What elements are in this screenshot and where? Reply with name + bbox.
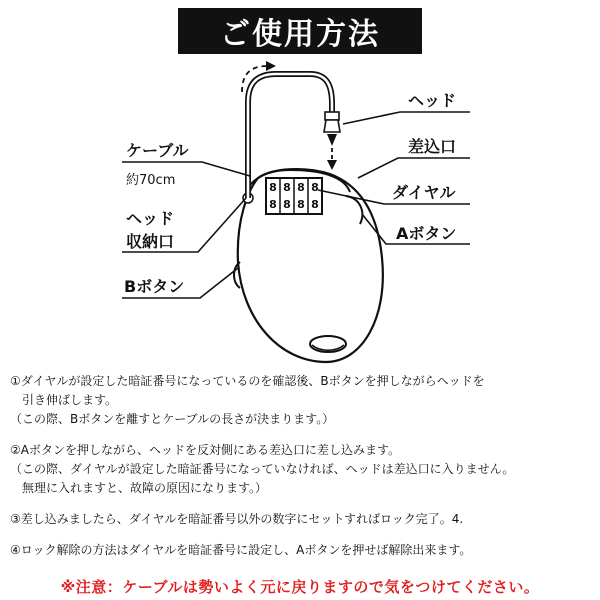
step-text: ④ロック解除の方法はダイヤルを暗証番号に設定し、Aボタンを押せば解除出来ます。 [10,543,472,557]
step-text: （この際、Bボタンを離すとケーブルの長さが決まります。） [10,412,335,426]
page-title: ご使用方法 [178,8,422,54]
cable-length-label: 約70cm [126,173,176,188]
dial-digit: 8 [269,181,277,194]
head-storage-label-1: ヘッド [126,209,175,228]
head-storage-label-2: 収納口 [126,232,175,251]
step-text: ①ダイヤルが設定した暗証番号になっているのを確認後、Bボタンを押しながらヘッドを [10,374,485,388]
dial-label: ダイヤル [392,183,456,202]
step-text: 引き伸ばします。 [22,393,118,407]
dial-digit: 8 [283,181,291,194]
cable-label: ケーブル [126,141,189,160]
head-connector [325,112,339,120]
instructions [10,372,592,572]
step-3 [10,510,592,529]
step-text: （この際、ダイヤルが設定した暗証番号になっていなければ、ヘッドは差込口に入りません。 [10,462,515,476]
head-tip [324,120,340,132]
step-2 [10,441,592,498]
warning-text: ※注意：ケーブルは勢いよく元に戻りますので気をつけてください。 [60,578,540,596]
b-button-label: Bボタン [124,277,185,296]
step-text: 無理に入れますと、故障の原因になります。） [22,481,268,495]
step-4 [10,541,592,560]
dial-digit: 8 [269,198,277,211]
a-button-label: Aボタン [396,224,457,243]
dial-digit: 8 [297,181,305,194]
step-text: ②Aボタンを押しながら、ヘッドを反対側にある差込口に差し込みます。 [10,443,401,457]
step-1 [10,372,592,429]
dial-digit: 8 [311,181,319,194]
dial-digit: 8 [311,198,319,211]
dial-digit: 8 [283,198,291,211]
inlet-label: 差込口 [408,137,457,156]
dial-digit: 8 [297,198,305,211]
step-text: ③差し込みましたら、ダイヤルを暗証番号以外の数字にセットすればロック完了。4. [10,512,464,526]
head-label: ヘッド [408,91,457,110]
